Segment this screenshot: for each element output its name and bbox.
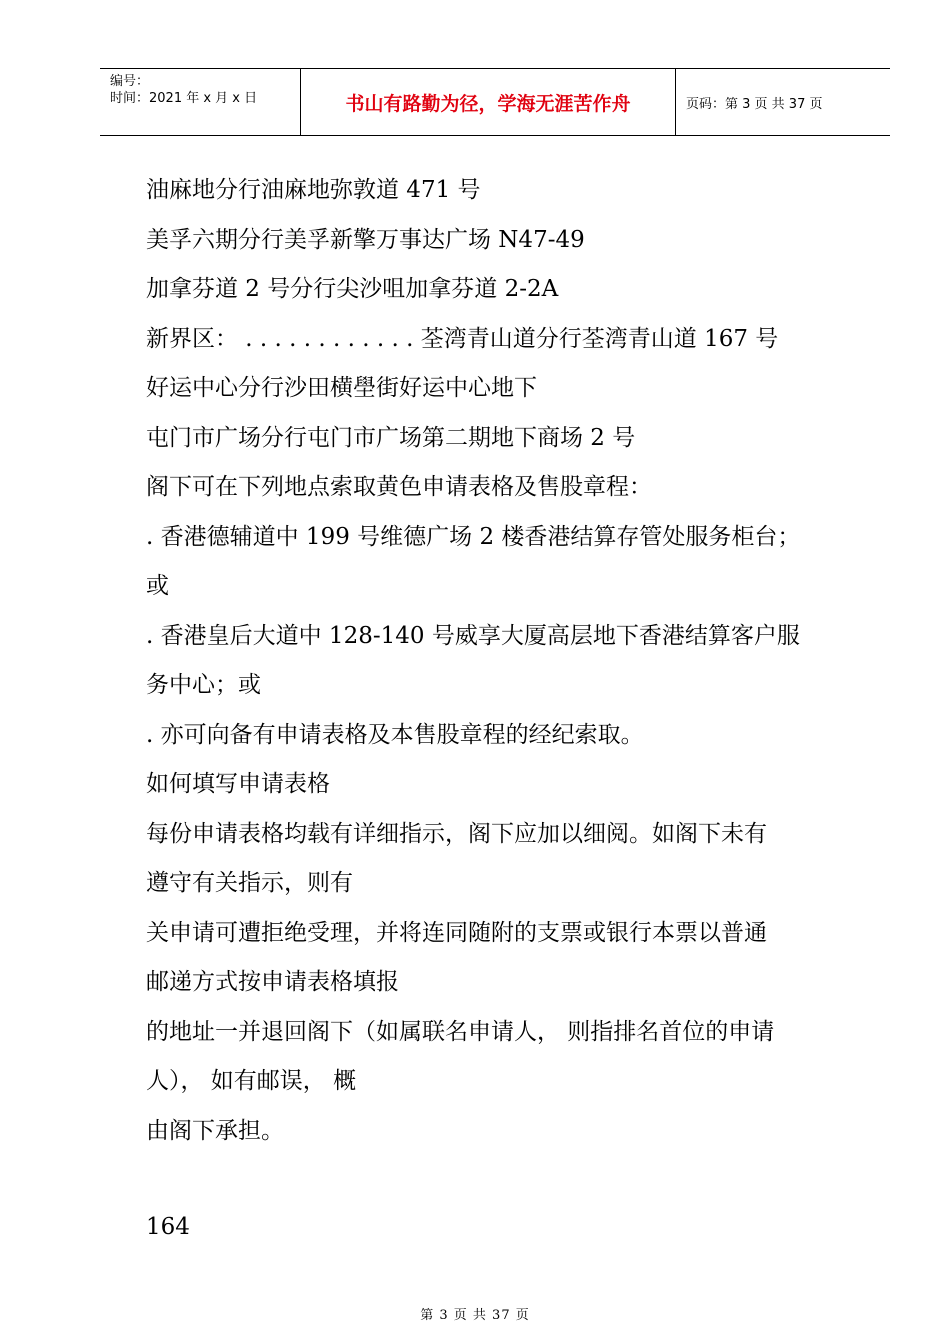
document-body [146,166,856,1156]
body-line: 关申请可遭拒绝受理，并将连同随附的支票或银行本票以普通 [146,919,767,946]
body-line: 遵守有关指示，则有 [146,870,353,896]
header-left-cell [100,69,301,135]
body-line: 的地址一并退回阁下（如属联名申请人， 则指排名首位的申请 [146,1018,775,1045]
body-line: 每份申请表格均载有详细指示，阁下应加以细阅。如阁下未有 [146,820,767,847]
time-label: 时间：2021 年 x 月 x 日 [110,91,258,106]
header-motto-cell [301,69,676,135]
original-page-number: 164 [146,1214,190,1240]
page-footer: 第 3 页 共 37 页 [420,1308,530,1323]
body-line: 屯门市广场分行屯门市广场第二期地下商场 2 号 [146,424,636,451]
page-header [100,68,890,136]
doc-number-label: 编号： [110,74,150,89]
body-line: 好运中心分行沙田横壆街好运中心地下 [146,375,537,401]
page-info: 页码：第 3 页 共 37 页 [686,96,823,112]
body-line: 邮递方式按申请表格填报 [146,969,399,995]
body-line: 美孚六期分行美孚新擎万事达广场 N47-49 [146,226,585,253]
body-line: . 香港德辅道中 199 号维德广场 2 楼香港结算存管处服务柜台； [146,523,801,550]
body-line: 由阁下承担。 [146,1117,284,1144]
body-line: . 亦可向备有申请表格及本售股章程的经纪索取。 [146,721,644,748]
body-line: 新界区： . . . . . . . . . . . . 荃湾青山道分行荃湾青山道 167 号 [146,325,779,352]
body-line: 或 [146,573,169,599]
body-line: 加拿芬道 2 号分行尖沙咀加拿芬道 2-2A [146,276,559,302]
body-line: 油麻地分行油麻地弥敦道 471 号 [146,177,481,203]
body-line: 务中心；或 [146,672,261,698]
body-line: 如何填写申请表格 [146,771,330,797]
body-line: 阁下可在下列地点索取黄色申请表格及售股章程： [146,474,652,500]
body-line: . 香港皇后大道中 128-140 号威享大厦高层地下香港结算客户服 [146,622,800,649]
body-line: 人）， 如有邮误， 概 [146,1068,357,1094]
header-page-cell [676,69,890,135]
motto-text: 书山有路勤为径，学海无涯苦作舟 [345,92,631,115]
